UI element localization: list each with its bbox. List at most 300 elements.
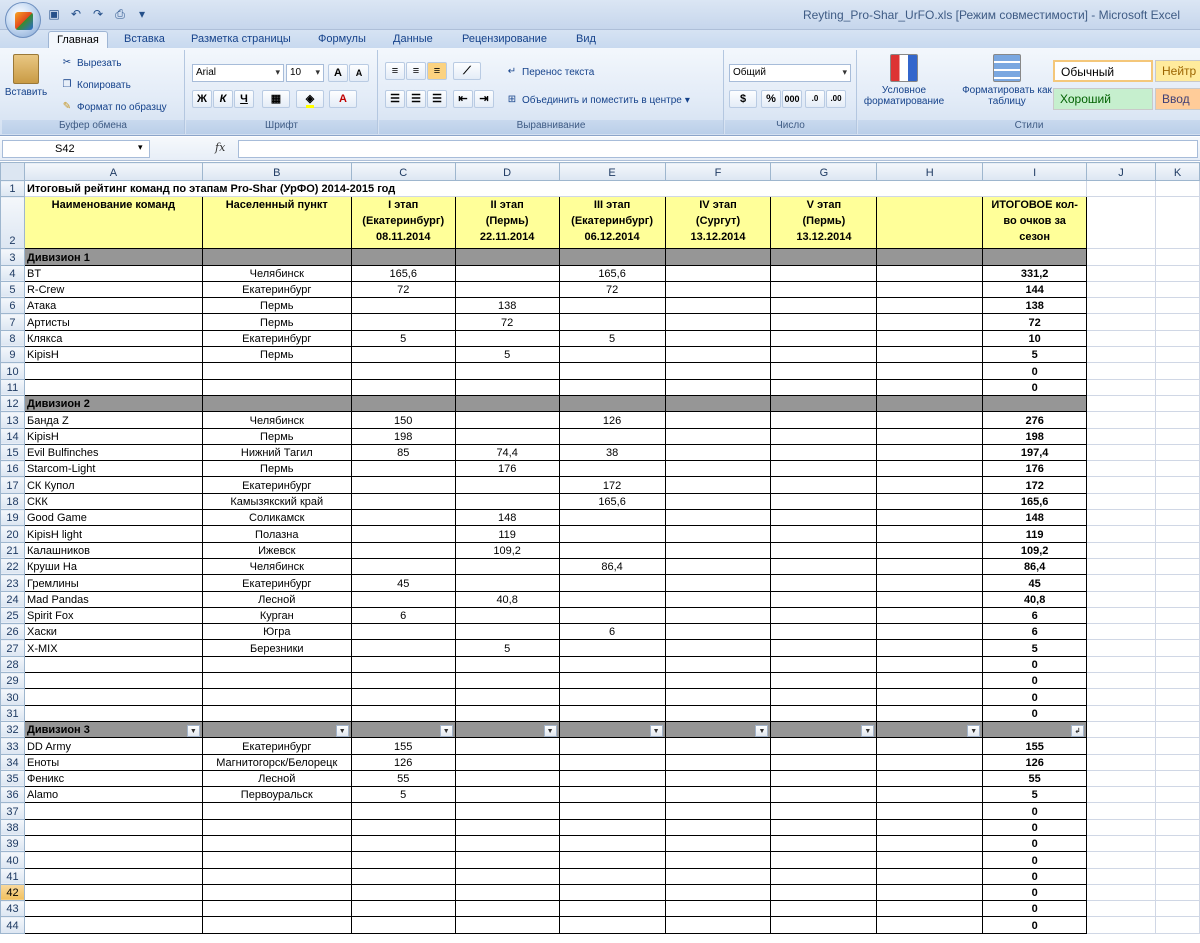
stage-points-cell[interactable] [665, 477, 771, 493]
column-header-g[interactable]: G [771, 163, 877, 181]
tab-formulas[interactable]: Формулы [318, 33, 366, 45]
total-points-cell[interactable]: 119 [983, 526, 1087, 542]
filter-dropdown-icon[interactable]: ▼ [967, 725, 980, 737]
stage-points-cell[interactable]: 45 [351, 575, 455, 591]
stage-points-cell[interactable] [559, 363, 665, 379]
cell[interactable] [1087, 493, 1156, 509]
total-points-cell[interactable]: 0 [983, 689, 1087, 705]
stage-points-cell[interactable] [877, 819, 983, 835]
stage-points-cell[interactable] [559, 656, 665, 672]
stage-points-cell[interactable] [351, 901, 455, 917]
tab-home[interactable]: Главная [48, 31, 108, 48]
stage-points-cell[interactable] [877, 738, 983, 754]
row-header[interactable]: 24 [1, 591, 25, 607]
currency-button[interactable] [729, 90, 757, 108]
total-points-cell[interactable]: 5 [983, 640, 1087, 656]
cell[interactable] [1087, 265, 1156, 281]
stage-points-cell[interactable] [665, 803, 771, 819]
cell[interactable] [1155, 542, 1199, 558]
stage-points-cell[interactable] [877, 607, 983, 623]
stage-points-cell[interactable] [559, 787, 665, 803]
stage-points-cell[interactable] [771, 835, 877, 851]
stage-points-cell[interactable] [455, 624, 559, 640]
cell[interactable] [1087, 395, 1156, 411]
cell[interactable] [1155, 868, 1199, 884]
stage-points-cell[interactable] [559, 607, 665, 623]
filter-dropdown-icon[interactable]: ▼ [755, 725, 768, 737]
stage-points-cell[interactable] [877, 477, 983, 493]
stage-points-cell[interactable] [351, 493, 455, 509]
division-cell[interactable] [983, 721, 1087, 737]
cell[interactable] [1155, 347, 1199, 363]
stage-points-cell[interactable] [455, 705, 559, 721]
total-points-cell[interactable]: 109,2 [983, 542, 1087, 558]
stage-points-cell[interactable] [455, 868, 559, 884]
cell[interactable] [1155, 884, 1199, 900]
team-name-cell[interactable] [24, 705, 202, 721]
style-input[interactable]: Ввод [1155, 88, 1200, 110]
division-cell[interactable] [771, 249, 877, 265]
align-top-button[interactable] [385, 62, 405, 80]
division-cell[interactable] [202, 395, 351, 411]
stage-points-cell[interactable] [877, 412, 983, 428]
city-cell[interactable]: Югра [202, 624, 351, 640]
row-header[interactable]: 26 [1, 624, 25, 640]
stage-points-cell[interactable] [771, 803, 877, 819]
row-header[interactable]: 21 [1, 542, 25, 558]
division-cell[interactable] [983, 395, 1087, 411]
stage-points-cell[interactable] [559, 314, 665, 330]
total-points-cell[interactable]: 155 [983, 738, 1087, 754]
stage-points-cell[interactable] [665, 444, 771, 460]
stage-points-cell[interactable] [771, 363, 877, 379]
cell[interactable] [1155, 835, 1199, 851]
stage-points-cell[interactable] [559, 868, 665, 884]
city-cell[interactable] [202, 689, 351, 705]
row-header[interactable]: 25 [1, 607, 25, 623]
cell[interactable] [1087, 181, 1156, 197]
stage-points-cell[interactable] [665, 510, 771, 526]
stage-points-cell[interactable] [455, 689, 559, 705]
stage-points-cell[interactable] [351, 803, 455, 819]
total-points-cell[interactable]: 10 [983, 330, 1087, 346]
stage-points-cell[interactable]: 165,6 [351, 265, 455, 281]
cell[interactable] [1155, 281, 1199, 297]
cell[interactable] [1155, 510, 1199, 526]
city-cell[interactable]: Березники [202, 640, 351, 656]
row-header[interactable]: 12 [1, 395, 25, 411]
stage-points-cell[interactable] [665, 281, 771, 297]
stage-points-cell[interactable] [771, 689, 877, 705]
cell[interactable] [1087, 868, 1156, 884]
city-cell[interactable] [202, 363, 351, 379]
stage-points-cell[interactable] [351, 558, 455, 574]
cell[interactable] [1155, 721, 1199, 737]
stage-points-cell[interactable] [771, 265, 877, 281]
stage-points-cell[interactable] [665, 819, 771, 835]
stage-points-cell[interactable] [559, 901, 665, 917]
align-middle-button[interactable] [406, 62, 426, 80]
stage-points-cell[interactable] [877, 868, 983, 884]
style-neutral[interactable]: Нейтр [1155, 60, 1200, 82]
column-title[interactable] [351, 197, 455, 249]
stage-points-cell[interactable] [351, 542, 455, 558]
stage-points-cell[interactable] [771, 558, 877, 574]
stage-points-cell[interactable]: 72 [455, 314, 559, 330]
city-cell[interactable]: Первоуральск [202, 787, 351, 803]
column-title[interactable] [983, 197, 1087, 249]
cell[interactable] [1087, 852, 1156, 868]
cell[interactable] [1087, 558, 1156, 574]
stage-points-cell[interactable] [351, 852, 455, 868]
division-cell[interactable] [455, 395, 559, 411]
worksheet-grid[interactable] [0, 162, 1200, 943]
cell[interactable] [1087, 314, 1156, 330]
stage-points-cell[interactable] [877, 379, 983, 395]
stage-points-cell[interactable] [771, 673, 877, 689]
team-name-cell[interactable]: СКК [24, 493, 202, 509]
cell[interactable] [1087, 656, 1156, 672]
stage-points-cell[interactable]: 148 [455, 510, 559, 526]
conditional-format-button[interactable] [862, 54, 946, 107]
stage-points-cell[interactable] [771, 787, 877, 803]
row-header[interactable]: 30 [1, 689, 25, 705]
cell[interactable] [1087, 542, 1156, 558]
stage-points-cell[interactable] [771, 868, 877, 884]
total-points-cell[interactable]: 126 [983, 754, 1087, 770]
team-name-cell[interactable] [24, 852, 202, 868]
team-name-cell[interactable]: Гремлины [24, 575, 202, 591]
city-cell[interactable]: Камызякский край [202, 493, 351, 509]
cell[interactable] [1155, 901, 1199, 917]
stage-points-cell[interactable] [665, 314, 771, 330]
team-name-cell[interactable]: DD Army [24, 738, 202, 754]
row-header[interactable]: 35 [1, 770, 25, 786]
stage-points-cell[interactable]: 119 [455, 526, 559, 542]
cell[interactable] [1155, 181, 1199, 197]
team-name-cell[interactable]: Еноты [24, 754, 202, 770]
column-header-e[interactable]: E [559, 163, 665, 181]
stage-points-cell[interactable]: 165,6 [559, 265, 665, 281]
stage-points-cell[interactable]: 5 [559, 330, 665, 346]
stage-points-cell[interactable] [665, 656, 771, 672]
increase-indent-button[interactable] [474, 90, 494, 108]
cell[interactable] [1155, 689, 1199, 705]
bold-button[interactable]: Ж [192, 90, 212, 108]
stage-points-cell[interactable] [665, 558, 771, 574]
city-cell[interactable]: Пермь [202, 314, 351, 330]
redo-icon[interactable]: ↷ [92, 7, 104, 21]
stage-points-cell[interactable] [877, 803, 983, 819]
stage-points-cell[interactable] [455, 754, 559, 770]
stage-points-cell[interactable]: 5 [455, 640, 559, 656]
tab-insert[interactable]: Вставка [124, 33, 165, 45]
cell[interactable] [1155, 754, 1199, 770]
stage-points-cell[interactable] [771, 754, 877, 770]
division-cell[interactable] [665, 721, 771, 737]
city-cell[interactable] [202, 803, 351, 819]
stage-points-cell[interactable]: 138 [455, 298, 559, 314]
team-name-cell[interactable] [24, 673, 202, 689]
cell[interactable] [1155, 640, 1199, 656]
stage-points-cell[interactable] [877, 591, 983, 607]
city-cell[interactable]: Екатеринбург [202, 738, 351, 754]
orientation-button[interactable] [453, 62, 481, 80]
total-points-cell[interactable]: 72 [983, 314, 1087, 330]
cell[interactable] [1087, 444, 1156, 460]
cell[interactable] [1155, 591, 1199, 607]
stage-points-cell[interactable] [455, 558, 559, 574]
filter-dropdown-icon[interactable]: ↲ [1071, 725, 1084, 737]
row-header[interactable]: 3 [1, 249, 25, 265]
formula-input[interactable] [238, 140, 1198, 158]
row-header[interactable]: 22 [1, 558, 25, 574]
cell[interactable] [1155, 265, 1199, 281]
cell[interactable] [1087, 901, 1156, 917]
filter-dropdown-icon[interactable]: ▼ [861, 725, 874, 737]
cell[interactable] [1155, 607, 1199, 623]
team-name-cell[interactable]: Круши На [24, 558, 202, 574]
division-cell[interactable] [665, 249, 771, 265]
division-cell[interactable] [202, 249, 351, 265]
stage-points-cell[interactable] [771, 281, 877, 297]
number-format-combo[interactable]: Общий ▾ [729, 64, 851, 82]
cell[interactable] [1087, 721, 1156, 737]
division-name[interactable] [24, 721, 202, 737]
stage-points-cell[interactable] [771, 624, 877, 640]
column-title[interactable] [771, 197, 877, 249]
stage-points-cell[interactable] [559, 347, 665, 363]
stage-points-cell[interactable] [771, 298, 877, 314]
stage-points-cell[interactable] [877, 624, 983, 640]
column-title[interactable] [877, 197, 983, 249]
stage-points-cell[interactable]: 109,2 [455, 542, 559, 558]
division-cell[interactable] [455, 721, 559, 737]
cell[interactable] [1087, 428, 1156, 444]
row-header[interactable]: 41 [1, 868, 25, 884]
stage-points-cell[interactable] [665, 428, 771, 444]
stage-points-cell[interactable] [351, 624, 455, 640]
stage-points-cell[interactable] [665, 689, 771, 705]
cell[interactable] [1155, 526, 1199, 542]
filter-dropdown-icon[interactable]: ▼ [650, 725, 663, 737]
customize-qat-icon[interactable]: ▾ [138, 7, 146, 21]
stage-points-cell[interactable]: 176 [455, 461, 559, 477]
stage-points-cell[interactable] [665, 835, 771, 851]
stage-points-cell[interactable] [771, 477, 877, 493]
stage-points-cell[interactable] [771, 347, 877, 363]
stage-points-cell[interactable] [665, 412, 771, 428]
stage-points-cell[interactable] [559, 298, 665, 314]
stage-points-cell[interactable]: 86,4 [559, 558, 665, 574]
column-header-c[interactable]: C [351, 163, 455, 181]
row-header[interactable]: 8 [1, 330, 25, 346]
cell[interactable] [1087, 477, 1156, 493]
column-title[interactable] [202, 197, 351, 249]
stage-points-cell[interactable] [351, 298, 455, 314]
stage-points-cell[interactable] [877, 689, 983, 705]
row-header[interactable]: 15 [1, 444, 25, 460]
stage-points-cell[interactable] [351, 917, 455, 933]
cell[interactable] [1087, 412, 1156, 428]
division-cell[interactable] [351, 395, 455, 411]
total-points-cell[interactable]: 0 [983, 917, 1087, 933]
stage-points-cell[interactable] [771, 314, 877, 330]
stage-points-cell[interactable] [771, 412, 877, 428]
row-header[interactable]: 7 [1, 314, 25, 330]
name-box-dropdown-icon[interactable]: ▾ [138, 142, 143, 152]
stage-points-cell[interactable] [665, 591, 771, 607]
stage-points-cell[interactable] [877, 298, 983, 314]
stage-points-cell[interactable] [877, 444, 983, 460]
division-name[interactable] [24, 395, 202, 411]
cell[interactable] [1087, 575, 1156, 591]
stage-points-cell[interactable] [665, 624, 771, 640]
city-cell[interactable] [202, 901, 351, 917]
division-cell[interactable] [877, 249, 983, 265]
cell[interactable] [1087, 197, 1156, 249]
column-header-b[interactable]: B [202, 163, 351, 181]
stage-points-cell[interactable] [771, 444, 877, 460]
stage-points-cell[interactable] [665, 787, 771, 803]
total-points-cell[interactable]: 0 [983, 819, 1087, 835]
cell[interactable] [1087, 705, 1156, 721]
stage-points-cell[interactable] [455, 901, 559, 917]
cell[interactable] [1155, 412, 1199, 428]
stage-points-cell[interactable] [877, 852, 983, 868]
stage-points-cell[interactable] [877, 510, 983, 526]
city-cell[interactable]: Екатеринбург [202, 330, 351, 346]
stage-points-cell[interactable] [877, 558, 983, 574]
percent-button[interactable]: % [761, 90, 781, 108]
tab-data[interactable]: Данные [393, 33, 433, 45]
grow-font-button[interactable]: A [328, 64, 348, 82]
total-points-cell[interactable]: 138 [983, 298, 1087, 314]
cell[interactable] [1087, 461, 1156, 477]
align-bottom-button[interactable] [427, 62, 447, 80]
stage-points-cell[interactable] [877, 705, 983, 721]
city-cell[interactable]: Лесной [202, 591, 351, 607]
cell[interactable] [1155, 395, 1199, 411]
cell[interactable] [1155, 852, 1199, 868]
stage-points-cell[interactable]: 198 [351, 428, 455, 444]
city-cell[interactable] [202, 656, 351, 672]
stage-points-cell[interactable] [559, 803, 665, 819]
stage-points-cell[interactable] [877, 461, 983, 477]
stage-points-cell[interactable] [351, 379, 455, 395]
stage-points-cell[interactable] [665, 298, 771, 314]
stage-points-cell[interactable]: 165,6 [559, 493, 665, 509]
stage-points-cell[interactable]: 72 [559, 281, 665, 297]
stage-points-cell[interactable]: 40,8 [455, 591, 559, 607]
stage-points-cell[interactable] [455, 803, 559, 819]
wrap-text-button[interactable] [505, 65, 594, 79]
stage-points-cell[interactable] [771, 461, 877, 477]
stage-points-cell[interactable] [877, 347, 983, 363]
total-points-cell[interactable]: 0 [983, 363, 1087, 379]
stage-points-cell[interactable] [877, 884, 983, 900]
cell[interactable] [1155, 803, 1199, 819]
cell[interactable] [1155, 673, 1199, 689]
format-as-table-button[interactable] [962, 54, 1052, 107]
division-cell[interactable] [771, 395, 877, 411]
stage-points-cell[interactable] [665, 754, 771, 770]
cell[interactable] [1087, 249, 1156, 265]
total-points-cell[interactable]: 144 [983, 281, 1087, 297]
cell[interactable] [1087, 379, 1156, 395]
city-cell[interactable]: Пермь [202, 428, 351, 444]
city-cell[interactable]: Нижний Тагил [202, 444, 351, 460]
city-cell[interactable]: Ижевск [202, 542, 351, 558]
team-name-cell[interactable]: Атака [24, 298, 202, 314]
column-header-k[interactable]: K [1155, 163, 1199, 181]
stage-points-cell[interactable]: 126 [351, 754, 455, 770]
stage-points-cell[interactable] [559, 510, 665, 526]
fill-color-button[interactable] [296, 90, 324, 108]
team-name-cell[interactable]: KipisH [24, 428, 202, 444]
column-title[interactable] [455, 197, 559, 249]
stage-points-cell[interactable] [559, 428, 665, 444]
total-points-cell[interactable]: 165,6 [983, 493, 1087, 509]
team-name-cell[interactable] [24, 363, 202, 379]
stage-points-cell[interactable] [559, 835, 665, 851]
stage-points-cell[interactable] [665, 884, 771, 900]
row-header[interactable]: 23 [1, 575, 25, 591]
stage-points-cell[interactable] [771, 738, 877, 754]
total-points-cell[interactable]: 40,8 [983, 591, 1087, 607]
column-title[interactable] [559, 197, 665, 249]
stage-points-cell[interactable] [559, 542, 665, 558]
select-all-corner[interactable] [1, 163, 25, 181]
stage-points-cell[interactable]: 5 [351, 330, 455, 346]
cell[interactable] [1155, 379, 1199, 395]
cell[interactable] [1087, 591, 1156, 607]
stage-points-cell[interactable] [771, 591, 877, 607]
stage-points-cell[interactable] [665, 461, 771, 477]
division-cell[interactable] [455, 249, 559, 265]
stage-points-cell[interactable] [455, 412, 559, 428]
stage-points-cell[interactable] [559, 640, 665, 656]
team-name-cell[interactable]: Банда Z [24, 412, 202, 428]
stage-points-cell[interactable] [559, 819, 665, 835]
cell[interactable] [1087, 787, 1156, 803]
division-cell[interactable] [559, 395, 665, 411]
cell[interactable] [1087, 347, 1156, 363]
stage-points-cell[interactable]: 150 [351, 412, 455, 428]
city-cell[interactable]: Челябинск [202, 265, 351, 281]
row-header[interactable]: 28 [1, 656, 25, 672]
stage-points-cell[interactable] [665, 640, 771, 656]
stage-points-cell[interactable] [455, 656, 559, 672]
cell[interactable] [1087, 770, 1156, 786]
stage-points-cell[interactable] [559, 705, 665, 721]
stage-points-cell[interactable] [351, 314, 455, 330]
stage-points-cell[interactable] [877, 835, 983, 851]
row-header[interactable]: 38 [1, 819, 25, 835]
paste-button[interactable] [6, 54, 46, 98]
row-header[interactable]: 37 [1, 803, 25, 819]
row-header[interactable]: 42 [1, 884, 25, 900]
team-name-cell[interactable]: Good Game [24, 510, 202, 526]
team-name-cell[interactable]: Alamo [24, 787, 202, 803]
stage-points-cell[interactable] [771, 705, 877, 721]
row-header[interactable]: 2 [1, 197, 25, 249]
column-header-a[interactable]: A [24, 163, 202, 181]
decrease-decimal-button[interactable] [826, 90, 846, 108]
stage-points-cell[interactable] [665, 526, 771, 542]
stage-points-cell[interactable] [559, 852, 665, 868]
stage-points-cell[interactable] [351, 347, 455, 363]
